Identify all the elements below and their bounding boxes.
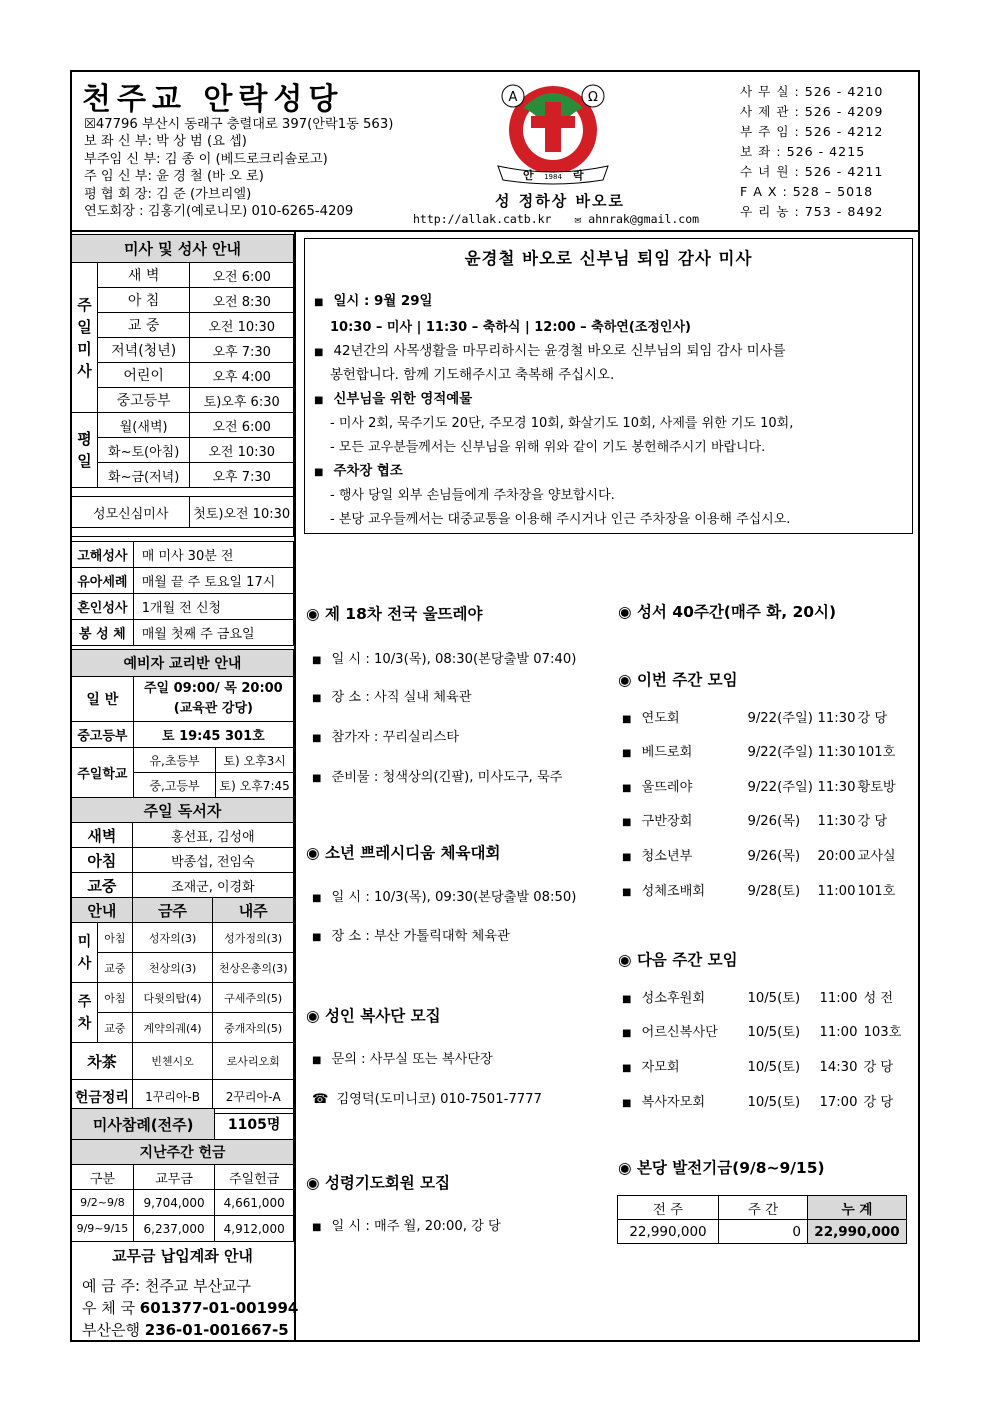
bullet-icon: ■ xyxy=(622,994,632,1005)
meeting-date: 9/22(주일) xyxy=(747,780,813,795)
account-value: 천주교 부산교구 xyxy=(144,1277,252,1295)
bullet-icon: ■ xyxy=(312,693,322,704)
section-sports xyxy=(306,841,500,863)
bullet-icon: ■ xyxy=(312,893,322,904)
account-row xyxy=(82,1297,298,1319)
offering-head: 구분 xyxy=(72,1165,134,1190)
bullet-icon: ■ xyxy=(622,1098,632,1109)
catechumen-name: 중고등부 xyxy=(72,722,134,748)
phone-directory xyxy=(740,82,883,222)
tea-label: 차茶 xyxy=(72,1043,133,1080)
item-text: 장 소 : 사직 실내 체육관 xyxy=(331,690,472,705)
parking-title xyxy=(314,460,403,479)
offering-period: 9/9~9/15 xyxy=(72,1216,134,1242)
fund-week: 0 xyxy=(719,1220,808,1244)
offering-dues: 6,237,000 xyxy=(133,1216,215,1242)
weekday-label xyxy=(72,413,98,488)
meeting-row xyxy=(622,1091,893,1110)
column-divider xyxy=(294,230,296,1342)
notice-line xyxy=(314,340,786,359)
fund-total: 22,990,000 xyxy=(808,1220,907,1244)
section-title: 제 18차 전국 울뜨레야 xyxy=(324,605,483,623)
spacer xyxy=(72,528,294,537)
list-item xyxy=(312,686,472,705)
mass-time: 오전 10:30 xyxy=(190,313,294,338)
meeting-time: 14:30 xyxy=(819,1060,858,1075)
offering-title: 지난주간 헌금 xyxy=(72,1140,294,1165)
item-text: 일 시 : 매주 월, 20:00, 강 당 xyxy=(331,1219,501,1234)
mass-name: 저녁(청년) xyxy=(97,338,190,363)
mass-name: 중고등부 xyxy=(97,388,190,413)
meeting-place: 강 당 xyxy=(863,1095,894,1110)
meeting-name: 어르신복사단 xyxy=(641,1025,718,1040)
account-label: 우 체 국 xyxy=(82,1299,136,1317)
section-title: 성령기도회원 모집 xyxy=(324,1174,451,1192)
spacer xyxy=(72,488,294,497)
spiritual-line: - 모든 교우분들께서는 신부님을 위해 위와 같이 기도 봉헌해주시기 바랍니다. xyxy=(330,440,766,455)
meeting-time: 20:00 xyxy=(817,849,856,864)
target-icon: ◉ xyxy=(306,605,320,623)
meeting-place: 101호 xyxy=(857,884,896,899)
mass-time: 오후 7:30 xyxy=(190,338,294,363)
label-char: 주 xyxy=(77,295,92,314)
list-item xyxy=(312,766,562,785)
mass-name: 화~금(저녁) xyxy=(97,463,190,488)
attendance-value: 1105명 xyxy=(215,1109,294,1140)
mass-time: 오전 6:00 xyxy=(190,413,294,438)
mass-time: 오전 10:30 xyxy=(190,438,294,463)
parking-line: - 본당 교우들께서는 대중교통을 이용해 주시거나 인근 주차장을 이용해 주십시오. xyxy=(330,512,791,527)
catechumen-value: 주일 09:00/ 목 20:00 (교육관 강당) xyxy=(133,677,293,722)
meeting-time: 11:30 xyxy=(817,780,856,795)
school-name: 유,초등부 xyxy=(133,748,216,773)
sacrament-value: 매월 첫째 주 금요일 xyxy=(133,620,293,646)
section-title: 소년 쁘레시디움 체육대회 xyxy=(324,844,501,862)
sacrament-value: 매월 끝 주 토요일 17시 xyxy=(133,568,293,594)
phone-convent: 수 녀 원 : 526 - 4211 xyxy=(740,164,884,179)
meeting-row xyxy=(622,880,895,899)
logo-alpha: A xyxy=(508,90,518,105)
meeting-date: 10/5(토) xyxy=(747,1060,801,1075)
label-char: 일 xyxy=(77,452,92,470)
duty-this: 천상의(3) xyxy=(132,953,213,983)
mass-time: 토)오후 6:30 xyxy=(190,388,294,413)
spiritual-title xyxy=(314,388,472,407)
phone-associate: 부 주 임 : 526 - 4212 xyxy=(740,124,884,139)
list-item xyxy=(312,1088,542,1107)
label-char: 일 xyxy=(77,317,92,336)
meeting-place: 성 전 xyxy=(863,991,894,1006)
meeting-name: 성체조배회 xyxy=(641,884,706,899)
cash-label: 헌금정리 xyxy=(72,1080,133,1114)
item-text: 장 소 : 부산 가톨릭대학 체육관 xyxy=(331,929,510,944)
label-char: 사 xyxy=(77,955,92,972)
meeting-time: 17:00 xyxy=(819,1095,858,1110)
parish-logo xyxy=(493,78,613,188)
item-text: 일 시 : 10/3(목), 09:30(본당출발 08:50) xyxy=(331,890,577,905)
section-title: 다음 주간 모임 xyxy=(636,951,738,969)
bullet-icon: ■ xyxy=(312,733,322,744)
website-link[interactable]: http://allak.catb.kr xyxy=(413,212,552,226)
meeting-row xyxy=(622,987,893,1006)
address-line: ☒47796 부산시 동래구 충렬대로 397(안락1동 563) xyxy=(84,117,394,132)
sacrament-value: 매 미사 30분 전 xyxy=(133,542,293,568)
bullet-icon: ■ xyxy=(314,297,324,308)
bullet-icon: ■ xyxy=(622,714,632,725)
label-char: 미 xyxy=(77,933,92,950)
meeting-name: 복사자모회 xyxy=(641,1095,706,1110)
school-time: 토) 오후7:45 xyxy=(216,773,294,798)
council-president: 평 협 회 장: 김 준 (가브리엘) xyxy=(84,186,252,202)
parish-info xyxy=(84,116,393,220)
duty-mass-label xyxy=(72,923,98,983)
mass-title: 미사 및 성사 안내 xyxy=(72,235,294,263)
phone-icon: ☎ xyxy=(312,1092,329,1107)
target-icon: ◉ xyxy=(618,1159,632,1177)
account-row xyxy=(82,1275,298,1297)
section-title: 이번 주간 모임 xyxy=(636,671,738,689)
duty-this: 성자의(3) xyxy=(132,923,213,953)
duty-time: 아침 xyxy=(97,923,132,953)
item-text: 준비물 : 청색상의(긴팔), 미사도구, 묵주 xyxy=(331,770,563,785)
meeting-place: 강 당 xyxy=(857,711,888,726)
bullet-icon: ■ xyxy=(312,773,322,784)
target-icon: ◉ xyxy=(618,951,632,969)
meeting-row xyxy=(622,741,895,760)
fund-head: 주 간 xyxy=(719,1196,808,1220)
section-development-fund xyxy=(618,1156,825,1178)
sacrament-name: 혼인성사 xyxy=(72,594,134,620)
meeting-place: 강 당 xyxy=(857,814,888,829)
meeting-name: 청소년부 xyxy=(641,849,693,864)
sunday-label xyxy=(72,263,98,413)
duty-next: 구세주의(5) xyxy=(213,983,294,1013)
duty-table xyxy=(71,797,294,1114)
meeting-row xyxy=(622,1056,893,1075)
section-altar-servers xyxy=(306,1004,441,1026)
bullet-icon: ■ xyxy=(622,852,632,863)
meeting-date: 9/22(주일) xyxy=(747,711,813,726)
readers-title: 주일 독서자 xyxy=(72,798,294,823)
label-char: 주 xyxy=(77,993,92,1010)
mass-name: 새 벽 xyxy=(97,263,190,288)
email-link[interactable]: ahnrak@gmail.com xyxy=(588,212,700,226)
sunday-school-label: 주일학교 xyxy=(72,748,134,798)
meeting-time: 11:00 xyxy=(819,1025,858,1040)
mass-schedule-table xyxy=(71,234,294,537)
title-text: 주차장 협조 xyxy=(333,464,403,479)
meeting-time: 11:00 xyxy=(817,884,856,899)
meeting-place: 강 당 xyxy=(863,1060,894,1075)
mass-time: 오후 4:00 xyxy=(190,363,294,388)
reader-names: 홍선표, 김성애 xyxy=(132,823,293,848)
meeting-name: 울뜨레야 xyxy=(641,780,693,795)
reader-mass: 교중 xyxy=(72,873,133,898)
bullet-icon: ■ xyxy=(622,783,632,794)
bullet-icon: ■ xyxy=(314,347,324,358)
logo-left-text: 안 xyxy=(523,169,534,182)
fund-head: 전 주 xyxy=(618,1196,719,1220)
meeting-name: 구반장회 xyxy=(641,814,693,829)
reader-mass: 아침 xyxy=(72,848,133,873)
notice-schedule: 10:30 – 미사 | 11:30 – 축하식 | 12:00 – 축하연(조정인사) xyxy=(330,320,691,335)
logo-right-text: 락 xyxy=(573,169,584,182)
patron-saint: 성 정하상 바오로 xyxy=(495,192,625,210)
line-text: 42년간의 사목생활을 마무리하시는 윤경철 바오로 신부님의 퇴임 감사 미사를 xyxy=(333,344,786,359)
catechumen-name: 일 반 xyxy=(72,677,134,722)
sacraments-table xyxy=(71,541,294,646)
section-bible xyxy=(618,600,836,622)
fund-head-total: 누 계 xyxy=(808,1196,907,1220)
mass-name: 화~토(아침) xyxy=(97,438,190,463)
meeting-date: 9/26(목) xyxy=(747,814,801,829)
label-char: 사 xyxy=(77,361,92,380)
bullet-icon: ■ xyxy=(622,1063,632,1074)
phone-assistant: 보 좌 : 526 - 4215 xyxy=(740,144,866,159)
cash-next: 2꾸리아-A xyxy=(213,1080,294,1114)
bullet-icon: ■ xyxy=(312,1055,322,1066)
mail-icon: ✉ xyxy=(574,212,582,226)
phone-rectory: 사 제 관 : 526 - 4209 xyxy=(740,104,884,119)
bullet-icon: ■ xyxy=(312,932,322,943)
reader-names: 조재군, 이경화 xyxy=(132,873,293,898)
mass-name: 월(새벽) xyxy=(97,413,190,438)
account-label: 부산은행 xyxy=(82,1321,140,1339)
notice-line: 봉헌합니다. 함께 기도해주시고 축복해 주십시오. xyxy=(330,368,615,383)
section-title: 성인 복사단 모집 xyxy=(324,1007,441,1025)
date-text: 일시 : 9월 29일 xyxy=(333,294,433,309)
account-value: 601377-01-001994 xyxy=(139,1299,299,1317)
heart-mass-name: 성모신심미사 xyxy=(72,497,190,528)
spiritual-line: - 미사 2회, 묵주기도 20단, 주모경 10회, 화살기도 10회, 사제를 위한 기도 10회, xyxy=(330,416,794,431)
phone-farm: 우 리 농 : 753 - 8492 xyxy=(740,204,884,219)
section-ultreya xyxy=(306,602,482,624)
list-item xyxy=(312,726,459,745)
meeting-name: 베드로회 xyxy=(641,745,693,760)
item-text: 참가자 : 꾸리실리스타 xyxy=(331,730,459,745)
assistant-priest: 보 좌 신 부: 박 상 범 (요 셉) xyxy=(84,134,247,150)
account-list xyxy=(82,1275,298,1341)
duty-this: 다윗의탑(4) xyxy=(132,983,213,1013)
meeting-date: 9/22(주일) xyxy=(747,745,813,760)
duty-head-guide: 안내 xyxy=(72,898,133,923)
meeting-date: 10/5(토) xyxy=(747,1025,801,1040)
bullet-icon: ■ xyxy=(312,1222,322,1233)
duty-this: 계약의궤(4) xyxy=(132,1013,213,1043)
list-item xyxy=(312,1215,501,1234)
meeting-name: 연도회 xyxy=(641,711,680,726)
section-next-week xyxy=(618,948,738,970)
target-icon: ◉ xyxy=(618,671,632,689)
target-icon: ◉ xyxy=(306,844,320,862)
pastor: 주 임 신 부: 윤 경 철 (바 오 로) xyxy=(84,169,264,185)
duty-time: 교중 xyxy=(97,953,132,983)
meeting-date: 9/26(목) xyxy=(747,849,801,864)
offering-period: 9/2~9/8 xyxy=(72,1190,134,1216)
list-item xyxy=(312,886,576,905)
meeting-place: 103호 xyxy=(863,1025,902,1040)
meeting-row xyxy=(622,776,896,795)
meeting-date: 10/5(토) xyxy=(747,991,801,1006)
label-char: 평 xyxy=(77,430,92,448)
duty-time: 아침 xyxy=(97,983,132,1013)
offering-head: 교무금 xyxy=(133,1165,215,1190)
contact-links xyxy=(413,212,699,226)
logo-year: 1984 xyxy=(544,173,562,181)
catechumen-title: 예비자 교리반 안내 xyxy=(72,650,294,677)
bullet-icon: ■ xyxy=(314,395,324,406)
label-char: 차 xyxy=(77,1015,92,1032)
section-title: 본당 발전기금(9/8~9/15) xyxy=(636,1159,825,1177)
school-name: 중,고등부 xyxy=(133,773,216,798)
meeting-time: 11:00 xyxy=(819,991,858,1006)
attendance-label: 미사참례(전주) xyxy=(72,1109,215,1140)
account-title: 교무금 납입계좌 안내 xyxy=(112,1247,253,1265)
label-char: 미 xyxy=(77,339,92,358)
account-value: 236-01-001667-5 xyxy=(144,1321,289,1339)
target-icon: ◉ xyxy=(306,1007,320,1025)
catechumen-table xyxy=(71,649,294,798)
offering-sunday: 4,912,000 xyxy=(215,1216,294,1242)
meeting-name: 성소후원회 xyxy=(641,991,706,1006)
meeting-time: 11:30 xyxy=(817,711,856,726)
target-icon: ◉ xyxy=(618,603,632,621)
list-item xyxy=(312,648,576,667)
item-text: 김영덕(도미니코) 010-7501-7777 xyxy=(336,1092,542,1107)
reader-mass: 새벽 xyxy=(72,823,133,848)
meeting-row xyxy=(622,1021,901,1040)
phone-fax: F A X : 528 – 5018 xyxy=(740,184,874,199)
meeting-place: 황토방 xyxy=(857,780,896,795)
item-text: 일 시 : 10/3(목), 08:30(본당출발 07:40) xyxy=(331,652,577,667)
duty-park-label xyxy=(72,983,98,1043)
meeting-place: 101호 xyxy=(857,745,896,760)
meeting-place: 교사실 xyxy=(857,849,896,864)
notice-date xyxy=(314,290,433,309)
logo-omega: Ω xyxy=(588,90,598,105)
header-divider xyxy=(70,230,920,232)
bullet-icon: ■ xyxy=(622,748,632,759)
mass-name: 교 중 xyxy=(97,313,190,338)
section-prayer-group xyxy=(306,1171,450,1193)
list-item xyxy=(312,925,510,944)
mass-time: 오후 7:30 xyxy=(190,463,294,488)
reader-names: 박종섭, 전임숙 xyxy=(132,848,293,873)
meeting-row xyxy=(622,845,896,864)
catechumen-value: 토 19:45 301호 xyxy=(133,722,293,748)
account-label: 예 금 주: xyxy=(82,1277,141,1295)
mass-name: 아 침 xyxy=(97,288,190,313)
mass-name: 어린이 xyxy=(97,363,190,388)
meeting-name: 자모회 xyxy=(641,1060,680,1075)
school-time: 토) 오후3시 xyxy=(216,748,294,773)
bullet-icon: ■ xyxy=(314,467,324,478)
mass-time: 오전 6:00 xyxy=(190,263,294,288)
phone-office: 사 무 실 : 526 - 4210 xyxy=(740,84,884,99)
duty-next: 성가정의(3) xyxy=(213,923,294,953)
bullet-icon: ■ xyxy=(622,1028,632,1039)
title-text: 신부님을 위한 영적예물 xyxy=(333,392,473,407)
duty-next: 천상은총의(3) xyxy=(213,953,294,983)
section-title: 성서 40주간(매주 화, 20시) xyxy=(636,603,837,621)
duty-time: 교중 xyxy=(97,1013,132,1043)
heart-mass-time: 첫토)오전 10:30 xyxy=(190,497,294,528)
item-text: 문의 : 사무실 또는 복사단장 xyxy=(331,1052,493,1067)
fund-table xyxy=(617,1195,907,1244)
bullet-icon: ■ xyxy=(622,817,632,828)
prayer-leader: 연도회장 : 김홍기(예로니모) 010-6265-4209 xyxy=(84,204,354,220)
cash-this: 1꾸리아-B xyxy=(132,1080,213,1114)
section-this-week xyxy=(618,668,738,690)
parish-title: 천주교 안락성당 xyxy=(82,82,344,117)
notice-title: 윤경철 바오로 신부님 퇴임 감사 미사 xyxy=(464,249,753,268)
offering-dues: 9,704,000 xyxy=(133,1190,215,1216)
list-item xyxy=(312,1048,493,1067)
sacrament-name: 유아세례 xyxy=(72,568,134,594)
bullet-icon: ■ xyxy=(622,887,632,898)
offering-sunday: 4,661,000 xyxy=(215,1190,294,1216)
tea-next: 로사리오회 xyxy=(213,1043,294,1080)
meeting-time: 11:30 xyxy=(817,745,856,760)
sacrament-name: 봉 성 체 xyxy=(72,620,134,646)
duty-next: 중개자의(5) xyxy=(213,1013,294,1043)
offering-head: 주일헌금 xyxy=(215,1165,294,1190)
meeting-time: 11:30 xyxy=(817,814,856,829)
meeting-date: 10/5(토) xyxy=(747,1095,801,1110)
sacrament-value: 1개월 전 신청 xyxy=(133,594,293,620)
account-row xyxy=(82,1319,298,1341)
bullet-icon: ■ xyxy=(312,655,322,666)
parking-line: - 행사 당일 외부 손님들에게 주차장을 양보합시다. xyxy=(330,488,615,503)
fund-prev: 22,990,000 xyxy=(618,1220,719,1244)
target-icon: ◉ xyxy=(306,1174,320,1192)
tea-this: 빈첸시오 xyxy=(132,1043,213,1080)
offering-table xyxy=(71,1108,294,1242)
sacrament-name: 고해성사 xyxy=(72,542,134,568)
duty-head-next: 내주 xyxy=(213,898,294,923)
associate-priest: 부주임 신 부: 김 종 이 (베드로크리솔로고) xyxy=(84,151,328,167)
meeting-row xyxy=(622,810,887,829)
meeting-row xyxy=(622,707,887,726)
duty-head-this: 금주 xyxy=(132,898,213,923)
mass-time: 오전 8:30 xyxy=(190,288,294,313)
meeting-date: 9/28(토) xyxy=(747,884,801,899)
